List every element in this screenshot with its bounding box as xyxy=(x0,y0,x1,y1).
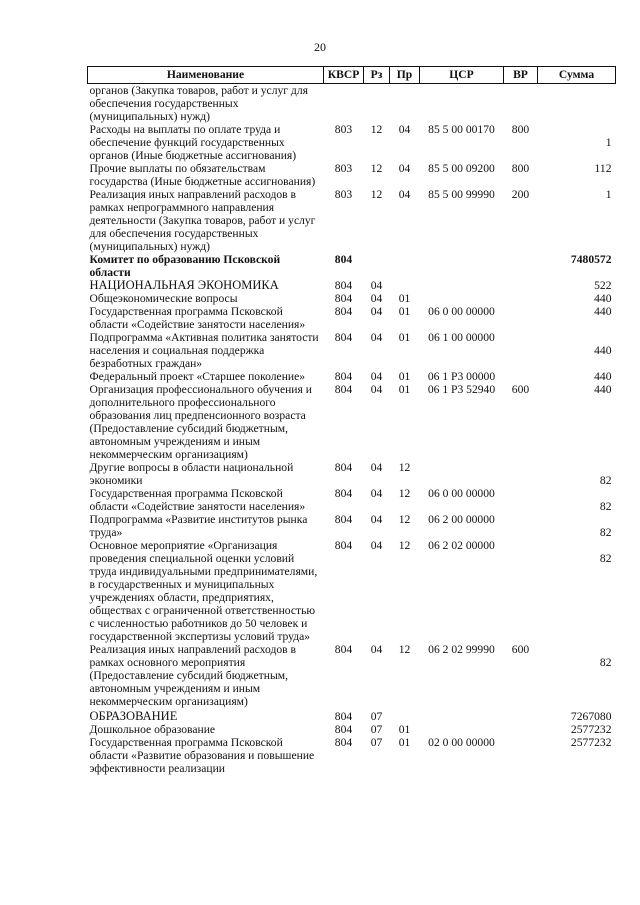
row-kvsr: 803 xyxy=(334,123,353,136)
row-kvsr: 804 xyxy=(334,710,353,723)
table-row xyxy=(88,643,616,708)
table-row xyxy=(88,305,616,331)
row-pr: 12 xyxy=(398,643,411,656)
row-sum: 440 xyxy=(594,383,612,396)
row-vr: 600 xyxy=(511,383,530,396)
row-pr: 01 xyxy=(398,370,411,383)
table-row xyxy=(88,331,616,370)
row-pr xyxy=(390,253,420,279)
table-row xyxy=(88,723,616,736)
table-row xyxy=(88,162,616,188)
row-csr: 06 0 00 00000 xyxy=(428,487,495,500)
row-rz: 04 xyxy=(370,305,383,318)
row-rz: 04 xyxy=(370,461,383,474)
table-header xyxy=(88,67,616,84)
row-csr xyxy=(420,723,504,736)
row-csr: 06 0 00 00000 xyxy=(428,305,495,318)
row-csr: 06 2 02 99990 xyxy=(428,643,495,656)
row-rz: 04 xyxy=(370,292,383,305)
row-rz: 04 xyxy=(370,539,383,552)
row-csr xyxy=(420,292,504,305)
table-row xyxy=(88,123,616,162)
row-vr xyxy=(504,292,538,305)
row-name: Реализация иных направлений расходов в рамках основного мероприятия (Предоставление субсидий бюджетным, автономным учреждениям и иным некоммерческим организациям) xyxy=(89,643,296,708)
row-kvsr: 803 xyxy=(334,162,353,175)
row-pr: 12 xyxy=(398,539,411,552)
row-vr xyxy=(504,370,538,383)
row-vr xyxy=(504,305,538,331)
row-vr: 200 xyxy=(511,188,530,201)
row-sum: 112 xyxy=(594,162,612,175)
row-name: Прочие выплаты по обязательствам государства (Иные бюджетные ассигнования) xyxy=(89,162,316,188)
row-sum: 82 xyxy=(599,656,612,669)
row-sum: 440 xyxy=(594,370,612,383)
header-row xyxy=(88,67,616,84)
row-rz: 12 xyxy=(370,188,383,201)
row-name: Государственная программа Псковской области «Содействие занятости населения» xyxy=(89,487,306,513)
row-kvsr: 804 xyxy=(334,643,353,656)
row-rz: 04 xyxy=(370,279,383,292)
row-kvsr: 804 xyxy=(334,513,353,526)
row-pr: 01 xyxy=(398,305,411,318)
row-csr: 06 2 00 00000 xyxy=(428,513,495,526)
row-pr: 01 xyxy=(398,383,411,396)
row-sum: 440 xyxy=(594,344,612,357)
row-name: Организация профессионального обучения и дополнительного профессионального образования лиц предпенсионного возраста (Предоставление субсидий бюджетным, автономным учреждениям и иным некоммерческим организациям) xyxy=(89,383,312,461)
row-vr xyxy=(504,539,538,643)
table-row xyxy=(88,383,616,461)
row-rz: 04 xyxy=(370,331,383,344)
table-body xyxy=(88,84,616,776)
row-name: органов (Закупка товаров, работ и услуг для обеспечения государственных (муниципальных) нужд) xyxy=(89,84,308,123)
header-rz: Рз xyxy=(364,67,390,84)
row-kvsr: 804 xyxy=(334,292,353,305)
row-kvsr: 804 xyxy=(334,370,353,383)
row-rz: 04 xyxy=(370,370,383,383)
row-vr xyxy=(504,461,538,487)
row-pr: 12 xyxy=(398,461,411,474)
row-name: Другие вопросы в области национальной экономики xyxy=(89,461,294,487)
row-kvsr: 804 xyxy=(334,736,353,749)
row-kvsr: 804 xyxy=(334,253,353,266)
row-vr: 800 xyxy=(511,162,530,175)
table-row xyxy=(88,708,616,723)
row-sum: 7480572 xyxy=(570,253,612,266)
row-kvsr: 804 xyxy=(334,539,353,552)
row-name: Государственная программа Псковской области «Развитие образования и повышение эффективности реализации xyxy=(89,736,315,775)
header-sum: Сумма xyxy=(538,67,616,84)
row-vr xyxy=(504,331,538,370)
row-sum: 82 xyxy=(599,552,612,565)
row-pr: 01 xyxy=(398,292,411,305)
table-row xyxy=(88,513,616,539)
row-csr: 85 5 00 00170 xyxy=(428,123,495,136)
row-pr: 04 xyxy=(398,123,411,136)
table-row xyxy=(88,292,616,305)
row-pr xyxy=(390,708,420,723)
row-vr xyxy=(504,279,538,292)
row-csr xyxy=(420,461,504,487)
row-name: Дошкольное образование xyxy=(89,723,216,736)
row-kvsr: 804 xyxy=(334,279,353,292)
row-vr xyxy=(504,736,538,775)
row-kvsr xyxy=(324,84,364,124)
row-csr xyxy=(420,279,504,292)
row-name: Подпрограмма «Активная политика занятости населения и социальная поддержка безработных граждан» xyxy=(89,331,319,370)
row-name: Основное мероприятие «Организация проведения специальной оценки условий труда индивидуальными предпринимателями, в государственных и муниципальных учреждениях области, предприятиях, обществах с ограниченной ответственностью с численностью работников до 50 человек и государственной экспертизы условий труда» xyxy=(89,539,318,643)
table-row xyxy=(88,188,616,253)
row-csr xyxy=(420,253,504,279)
row-sum: 82 xyxy=(599,526,612,539)
row-kvsr: 804 xyxy=(334,305,353,318)
row-csr: 06 1 P3 52940 xyxy=(427,383,496,396)
row-name: Подпрограмма «Развитие институтов рынка труда» xyxy=(89,513,308,539)
row-csr: 06 1 P3 00000 xyxy=(427,370,496,383)
row-sum: 440 xyxy=(594,292,612,305)
header-name: Наименование xyxy=(88,67,324,84)
table-row xyxy=(88,84,616,124)
row-name: Комитет по образованию Псковской области xyxy=(89,253,281,279)
row-pr: 04 xyxy=(398,188,411,201)
row-pr: 12 xyxy=(398,487,411,500)
header-pr: Пр xyxy=(390,67,420,84)
table-row xyxy=(88,539,616,643)
table-row xyxy=(88,487,616,513)
row-pr: 04 xyxy=(398,162,411,175)
row-rz: 04 xyxy=(370,643,383,656)
row-sum: 7267080 xyxy=(570,710,612,723)
row-name: Государственная программа Псковской области «Содействие занятости населения» xyxy=(89,305,306,331)
row-csr xyxy=(420,84,504,124)
table-row xyxy=(88,461,616,487)
row-vr xyxy=(504,253,538,279)
row-rz: 04 xyxy=(370,513,383,526)
row-sum: 522 xyxy=(594,279,612,292)
row-sum: 2577232 xyxy=(570,723,612,736)
row-sum: 440 xyxy=(594,305,612,318)
row-csr xyxy=(420,708,504,723)
row-name: Расходы на выплаты по оплате труда и обеспечение функций государственных органов (Иные бюджетные ассигнования) xyxy=(89,123,297,162)
row-csr: 85 5 00 99990 xyxy=(428,188,495,201)
row-kvsr: 804 xyxy=(334,461,353,474)
row-sum: 2577232 xyxy=(570,736,612,749)
table-row xyxy=(88,370,616,383)
row-rz: 04 xyxy=(370,487,383,500)
row-pr: 12 xyxy=(398,513,411,526)
row-csr: 06 1 00 00000 xyxy=(428,331,495,344)
row-sum xyxy=(538,84,616,124)
row-sum: 82 xyxy=(599,500,612,513)
header-vr: ВР xyxy=(504,67,538,84)
row-kvsr: 804 xyxy=(334,383,353,396)
page-number: 20 xyxy=(314,40,326,54)
row-name: ОБРАЗОВАНИЕ xyxy=(89,709,178,723)
row-rz: 12 xyxy=(370,123,383,136)
budget-table xyxy=(87,66,616,775)
row-vr xyxy=(504,708,538,723)
row-name: Федеральный проект «Старшее поколение» xyxy=(89,370,306,383)
row-kvsr: 804 xyxy=(334,331,353,344)
row-rz xyxy=(364,253,390,279)
row-kvsr: 803 xyxy=(334,188,353,201)
row-csr: 85 5 00 09200 xyxy=(428,162,495,175)
row-pr: 01 xyxy=(398,736,411,749)
row-name: Реализация иных направлений расходов в рамках непрограммного направления деятельности (Закупка товаров, работ и услуг для обеспечения государственных (муниципальных) нужд) xyxy=(89,188,316,253)
row-rz: 04 xyxy=(370,383,383,396)
row-vr xyxy=(504,84,538,124)
row-name: НАЦИОНАЛЬНАЯ ЭКОНОМИКА xyxy=(89,278,279,292)
table-row xyxy=(88,279,616,292)
row-pr xyxy=(390,279,420,292)
row-vr: 800 xyxy=(511,123,530,136)
row-csr: 02 0 00 00000 xyxy=(428,736,495,749)
row-sum: 82 xyxy=(599,474,612,487)
table-row xyxy=(88,736,616,775)
row-pr: 01 xyxy=(398,331,411,344)
row-sum: 1 xyxy=(605,188,612,201)
row-rz: 07 xyxy=(370,723,383,736)
row-kvsr: 804 xyxy=(334,723,353,736)
row-pr: 01 xyxy=(398,723,411,736)
header-csr: ЦСР xyxy=(420,67,504,84)
row-rz xyxy=(364,84,390,124)
row-vr: 600 xyxy=(511,643,530,656)
header-kvsr: КВСР xyxy=(324,67,364,84)
row-rz: 07 xyxy=(370,736,383,749)
row-kvsr: 804 xyxy=(334,487,353,500)
row-csr: 06 2 02 00000 xyxy=(428,539,495,552)
row-pr xyxy=(390,84,420,124)
row-vr xyxy=(504,723,538,736)
table-row xyxy=(88,253,616,279)
row-vr xyxy=(504,513,538,539)
row-sum: 1 xyxy=(605,136,612,149)
row-rz: 12 xyxy=(370,162,383,175)
row-name: Общеэкономические вопросы xyxy=(89,292,238,305)
row-rz: 07 xyxy=(370,710,383,723)
row-vr xyxy=(504,487,538,513)
